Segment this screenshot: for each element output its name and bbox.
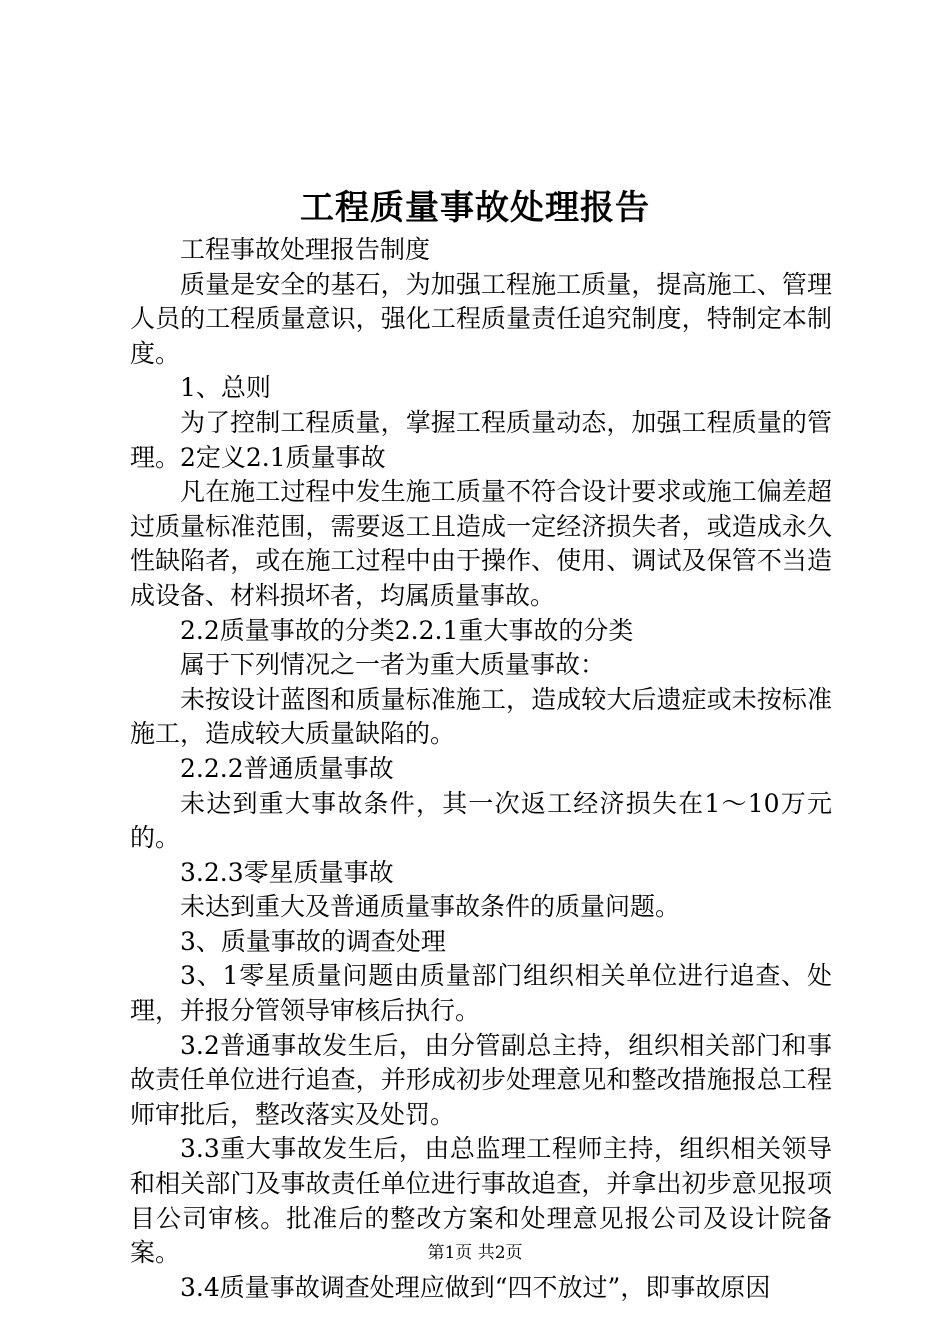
paragraph: 质量是安全的基石，为加强工程施工质量，提高施工、管理人员的工程质量意识，强化工程质量责任追究制度，特制定本制度。: [130, 269, 832, 368]
section-heading: 2.2质量事故的分类2.2.1重大事故的分类: [180, 615, 634, 645]
section-heading: 1、总则: [180, 373, 271, 403]
section-heading: 2.2.2普通质量事故: [180, 753, 394, 783]
document-body: [130, 233, 832, 1305]
paragraph: 3、1零星质量问题由质量部门组织相关单位进行追查、处理，并报分管领导审核后执行。: [130, 961, 832, 1026]
paragraph: 未达到重大及普通质量事故条件的质量问题。: [180, 892, 681, 922]
paragraph: 凡在施工过程中发生施工质量不符合设计要求或施工偏差超过质量标准范围，需要返工且造成一定经济损失者，或造成永久性缺陷者，或在施工过程中由于操作、使用、调试及保管不当造成设备、材料损坏者，均属质量事故。: [130, 477, 832, 610]
paragraph: 属于下列情况之一者为重大质量事故：: [180, 650, 606, 680]
paragraph: 工程事故处理报告制度: [180, 235, 431, 264]
page-number-footer: 第1页 共2页: [427, 1243, 523, 1263]
paragraph: 3.3重大事故发生后，由总监理工程师主持，组织相关领导和相关部门及事故责任单位进行事故追查，并拿出初步意见报项目公司审核。批准后的整改方案和处理意见报公司及设计院备案。: [130, 1134, 832, 1268]
paragraph: 3.2普通事故发生后，由分管副总主持，组织相关部门和事故责任单位进行追查，并形成初步处理意见和整改措施报总工程师审批后，整改落实及处罚。: [130, 1030, 832, 1129]
paragraph: 未按设计蓝图和质量标准施工，造成较大后遗症或未按标准施工，造成较大质量缺陷的。: [130, 684, 832, 749]
paragraph: 未达到重大事故条件，其一次返工经济损失在1～10万元的。: [130, 788, 832, 853]
paragraph: 3.4质量事故调查处理应做到“四不放过”，即事故原因: [180, 1272, 771, 1302]
document-title: 工程质量事故处理报告: [300, 188, 650, 228]
paragraph: 为了控制工程质量，掌握工程质量动态，加强工程质量的管理。2定义2.1质量事故: [130, 407, 832, 472]
section-heading: 3、质量事故的调查处理: [180, 926, 446, 956]
section-heading: 3.2.3零星质量事故: [180, 857, 394, 887]
